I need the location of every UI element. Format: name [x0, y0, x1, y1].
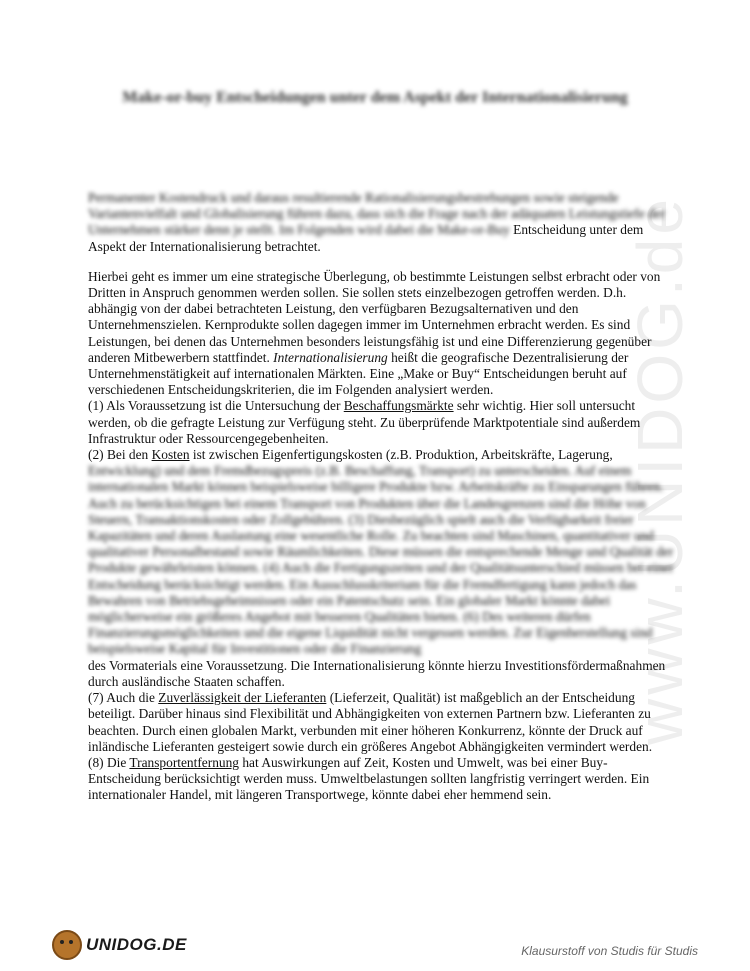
document-title: Make-or-buy Entscheidungen unter dem Aspekt der Internationalisierung [122, 89, 628, 106]
criterion-2 [88, 447, 678, 463]
financing-conclusion: des Vormaterials eine Voraussetzung. Die Internationalisierung könnte hierzu Investitionsfördermaßnahmen durch ausländische Staaten schaffen. [88, 657, 666, 689]
intro-clear-text: Entscheidung unter dem Aspekt der Internationalisierung betrachtet. [88, 222, 644, 254]
dog-icon [52, 930, 82, 960]
internationalisierung-term: Internationalisierung [273, 349, 388, 365]
criterion-7 [88, 690, 678, 755]
lieferanten-term: Zuverlässigkeit der Lieferanten [158, 690, 327, 706]
logo-text: UNIDOG.DE [86, 935, 187, 954]
criterion-1-prefix: (1) Als Voraussetzung ist die Untersuchung der [88, 398, 344, 414]
blurred-criteria-block: Entwicklung) und dem Fremdbezugspreis (z.B. Beschaffung, Transport) zu unterscheiden. Auf einem internationalen Markt können beispielsweise billigere Produkte bzw. Arbeitskräfte zu Einsparungen führen. Auch zu berücksichtigen bei einem Transport von Produkten über die Landesgrenzen sind die Höhe von Steuern, Transaktionskosten oder Zollgebühren. (3) Diesbezüglich spielt auch die Verfügbarkeit freier Kapazitäten und deren Auslastung eine wesentliche Rolle. Zu beachten sind Maschinen, quantitativer und qualitativer Personalbestand sowie Räumlichkeiten. Diese müssen die entsprechende Menge und Qualität der Produkte gewährleisten können. (4) Auch die Fertigungszeiten und der Qualitätsunterschied müssen bei einer Entscheidung berücksichtigt werden. Ein Ausschlusskriterium für die Fremdfertigung kann jedoch das Bewahren von Betriebsgeheimnissen oder ein Patentschutz sein. Ein globaler Markt könnte dabei möglicherweise ein größeres Angebot mit besseren Qualitäten bieten. (6) Des weiteren dürfen Finanzierungsmöglichkeiten und die eigene Liquidität nicht vergessen werden. Zur Eigenherstellung sind beispielsweise Kapital für Investitionen oder die Finanzierung [88, 463, 674, 657]
criterion-2-text: ist zwischen Eigenfertigungskosten (z.B. Produktion, Arbeitskräfte, Lagerung, [189, 447, 613, 463]
criterion-2-prefix: (2) Bei den [88, 447, 152, 463]
criterion-1 [88, 398, 678, 447]
intro-paragraph [88, 190, 678, 255]
transportentfernung-term: Transportentfernung [129, 754, 239, 770]
document-body [88, 190, 678, 804]
intro-blurred-text: Permanenter Kostendruck und daraus resultierende Rationalisierungsbestrebungen sowie steigende Variantenvielfalt und Globalisierung führen dazu, dass sich die Frage nach der adäquaten Leistungstiefe der Unternehmen stärker denn je stellt. Im Folgenden wird dabei die Make-or-Buy [88, 190, 666, 238]
footer-slogan: Klausurstoff von Studis für Studis [521, 944, 698, 958]
criterion-7-text: (Lieferzeit, Qualität) ist maßgeblich an der Entscheidung beteiligt. Darüber hinaus sind Flexibilität und Abhängigkeiten von externen Partnern bzw. Lieferanten zu beachten. Durch einen globalen Markt, verbunden mit einer höheren Konkurrenz, könnte der Druck auf inländische Lieferanten gesteigert sowie durch ein größeres Angebot Abhängigkeiten vermindert werden. [88, 690, 653, 754]
criterion-8-text: hat Auswirkungen auf Zeit, Kosten und Umwelt, was bei einer Buy-Entscheidung berücksichtigt werden muss. Umweltbelastungen sollten langfristig verringert werden. Ein internationaler Handel, mit längeren Transportwege, könnte dabei eher hemmend sein. [88, 754, 650, 803]
strategy-text-1: Hierbei geht es immer um eine strategische Überlegung, ob bestimmte Leistungen selbst erbracht oder von Dritten in Anspruch genommen werden sollen. Sie sollen stets einzelbezogen getroffen werden. D.h. abhängig von der dabei betrachteten Leistung, den verfügbaren Bezugsalternativen und den Unternehmenszielen. Kernprodukte sollen dagegen immer im Unternehmen erbracht werden. Es sind Leistungen, bei denen das Unternehmen besonders leistungsfähig ist und eine Differenzierung gegenüber anderen Mitbewerbern stattfindet. [88, 268, 661, 365]
watermark-text: www.UNIDOG.de [624, 195, 696, 745]
unidog-logo[interactable] [52, 930, 187, 960]
criterion-1-text: sehr wichtig. Hier soll untersucht werden, ob die gefragte Leistung zur Verfügung steht. Zu überprüfende Marktpotentiale sind außerdem Infrastruktur oder Ressourcengegebenheiten. [88, 398, 641, 446]
criterion-7-prefix: (7) Auch die [88, 690, 159, 706]
criterion-8-prefix: (8) Die [88, 754, 130, 770]
criterion-8 [88, 755, 678, 804]
beschaffungsmaerkte-term: Beschaffungsmärkte [343, 398, 454, 414]
kosten-term: Kosten [151, 447, 190, 463]
strategy-text-2: heißt die geografische Dezentralisierung der Unternehmenstätigkeit auf internationalen Märkten. Eine „Make or Buy“ Entscheidungen beruht auf verschiedenen Entscheidungskriterien, die im Folgenden analysiert werden. [88, 349, 629, 398]
strategy-paragraph [88, 269, 678, 399]
